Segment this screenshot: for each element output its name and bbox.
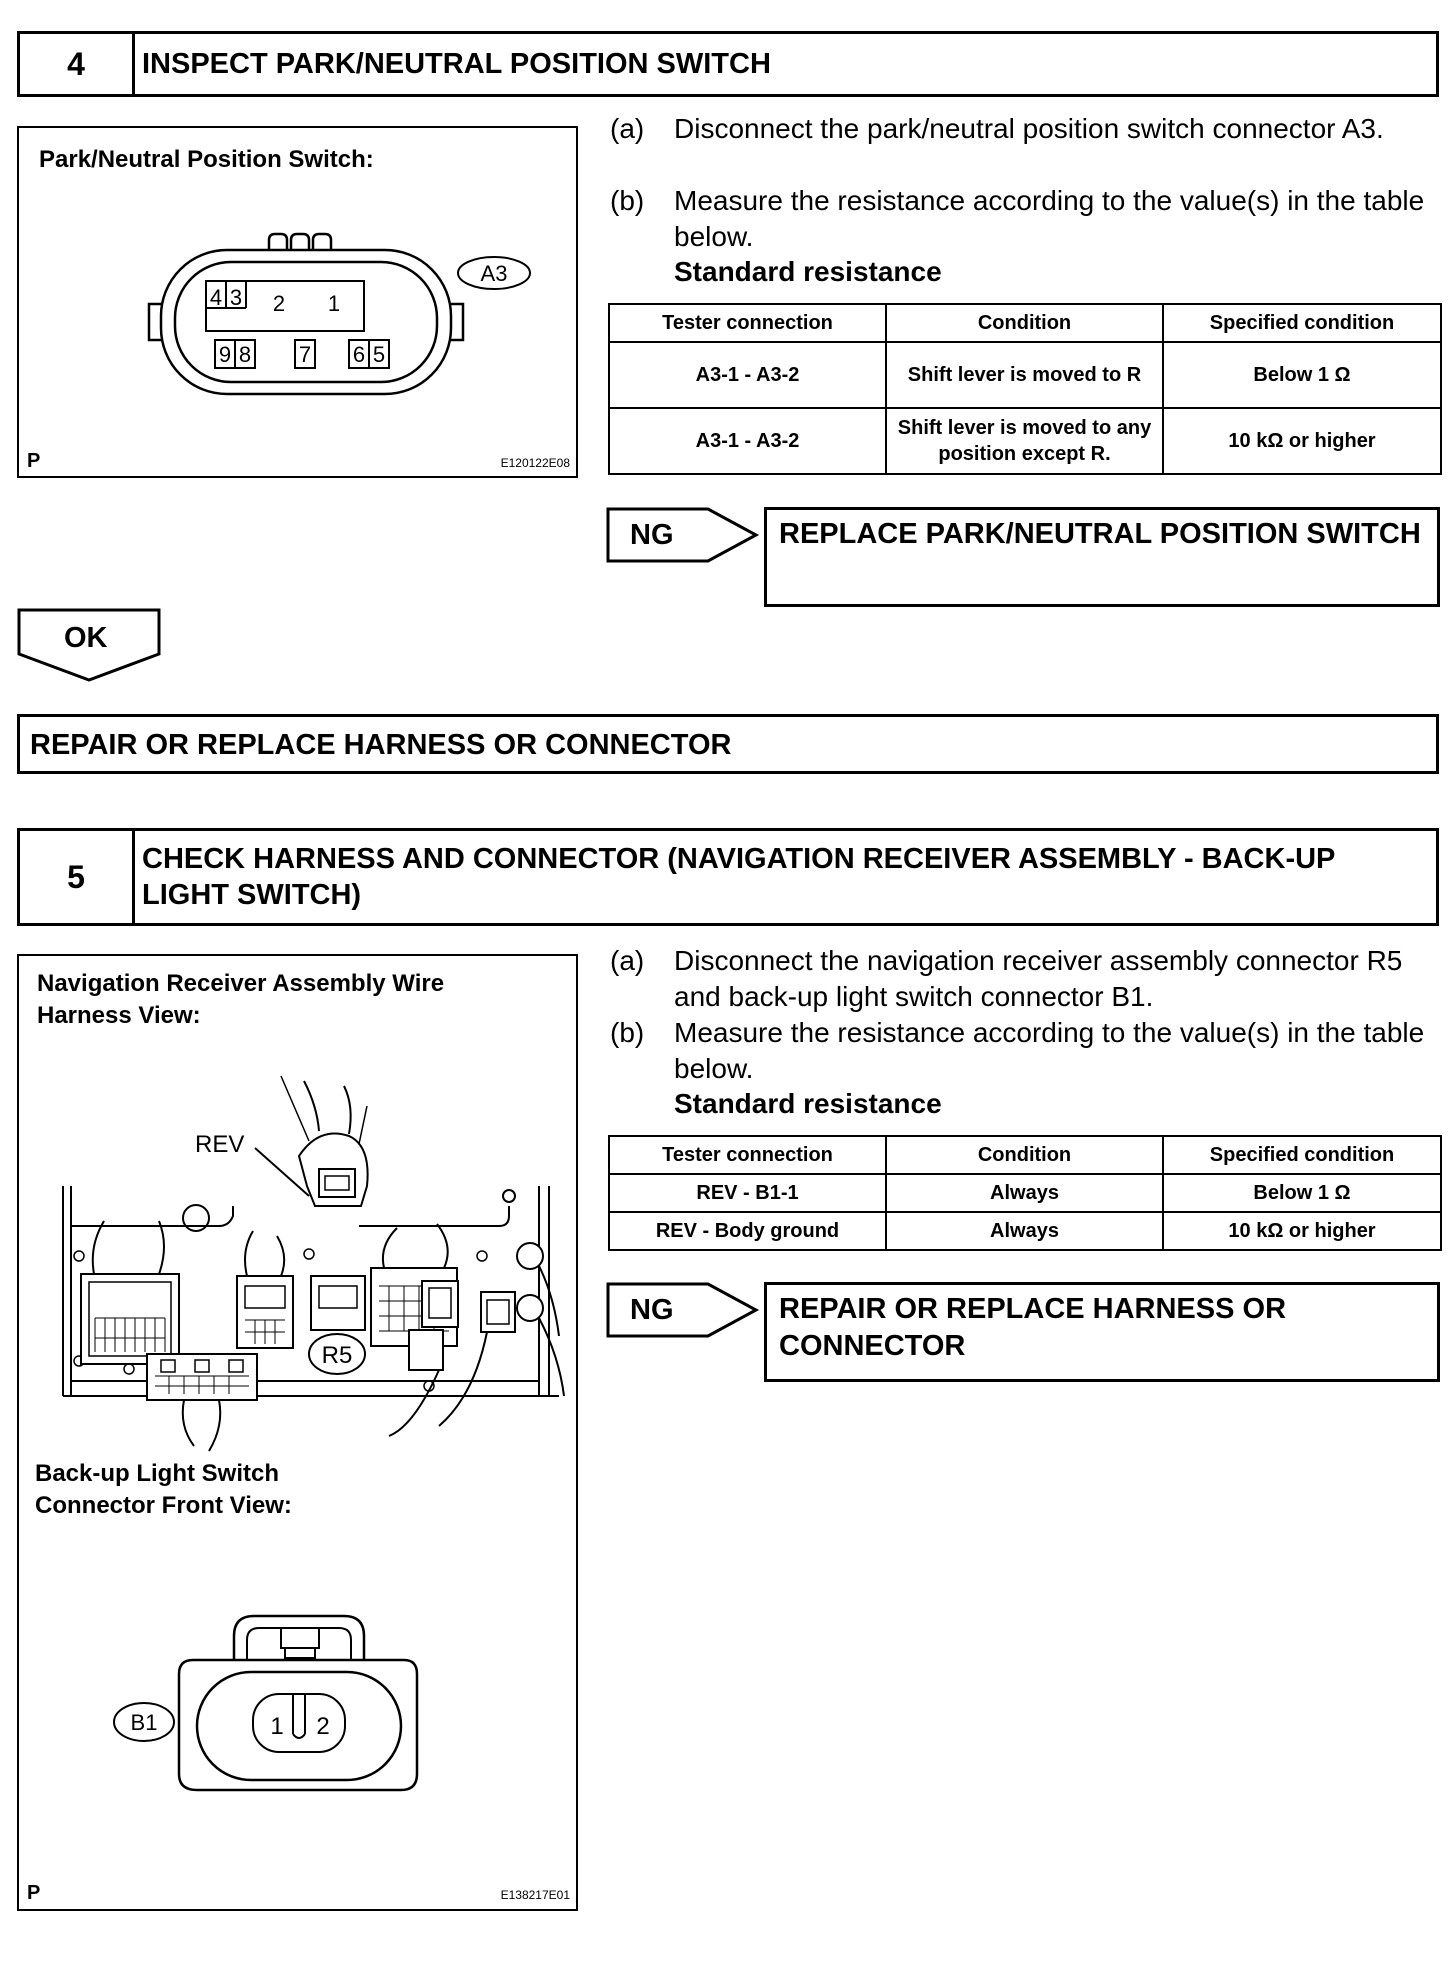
table-header: Condition [886, 304, 1163, 342]
figure-code: E120122E08 [500, 456, 570, 470]
pin-label: 3 [229, 285, 243, 310]
table-row: A3-1 - A3-2 Shift lever is moved to R Below 1 Ω [609, 342, 1441, 408]
resistance-table [608, 1135, 1442, 1251]
b1-label: B1 [130, 1710, 158, 1735]
pin-label: 4 [209, 285, 223, 310]
figure-corner-mark: P [27, 1882, 41, 1904]
pin-label: 2 [272, 291, 286, 316]
step-4-header [17, 31, 1439, 97]
ng-result: REPAIR OR REPLACE HARNESS OR CONNECTOR [764, 1282, 1440, 1382]
step-5-header [17, 828, 1439, 926]
pin-label: 1 [327, 291, 341, 316]
ng-label: NG [630, 519, 674, 551]
step-4-figure [17, 126, 578, 478]
instruction-a: (a) Disconnect the park/neutral position switch connector A3. [610, 113, 1384, 144]
connector-label: A3 [480, 261, 508, 286]
pin-label: 6 [352, 342, 366, 367]
r5-label: R5 [321, 1342, 353, 1369]
table-row: REV - B1-1 Always Below 1 Ω [609, 1174, 1441, 1212]
ng-label: NG [630, 1294, 674, 1326]
table-row: REV - Body ground Always 10 kΩ or higher [609, 1212, 1441, 1250]
table-row: A3-1 - A3-2 Shift lever is moved to any position except R. 10 kΩ or higher [609, 408, 1441, 474]
resistance-table [608, 303, 1442, 475]
instruction-a: (a) Disconnect the navigation receiver assembly connector R5 and back-up light switch connector B1. [610, 945, 1403, 1012]
subheading: Standard resistance [674, 256, 942, 287]
figure-corner-mark: P [27, 450, 41, 472]
subheading: Standard resistance [674, 1088, 942, 1119]
pin-label: 1 [270, 1713, 284, 1740]
figure-title: Navigation Receiver Assembly Wire Harness View: [37, 970, 445, 1029]
table-header: Specified condition [1163, 1136, 1441, 1174]
step-number: 5 [20, 831, 135, 923]
table-header: Tester connection [609, 304, 886, 342]
ok-label: OK [64, 622, 108, 654]
figure-title: Park/Neutral Position Switch: [39, 146, 374, 173]
figure-code: E138217E01 [500, 1888, 570, 1902]
table-header: Specified condition [1163, 304, 1441, 342]
step-title: INSPECT PARK/NEUTRAL POSITION SWITCH [142, 48, 771, 80]
ng-result: REPLACE PARK/NEUTRAL POSITION SWITCH [764, 507, 1440, 607]
pin-label: 2 [316, 1713, 330, 1740]
backup-light-switch-connector-diagram [19, 956, 576, 1909]
pin-label: 9 [218, 342, 232, 367]
rev-label: REV [195, 1131, 245, 1158]
park-neutral-connector-diagram [19, 128, 576, 476]
pin-label: 7 [298, 342, 312, 367]
ok-result: REPAIR OR REPLACE HARNESS OR CONNECTOR [17, 714, 1439, 774]
instruction-b: (b) Measure the resistance according to the value(s) in the table below. [610, 1017, 1425, 1084]
figure-title: Back-up Light Switch Connector Front View: [35, 1460, 292, 1519]
table-header: Tester connection [609, 1136, 886, 1174]
pin-label: 8 [238, 342, 252, 367]
step-number: 4 [20, 34, 135, 94]
table-header: Condition [886, 1136, 1163, 1174]
instruction-b: (b) Measure the resistance according to the value(s) in the table below. [610, 185, 1425, 252]
step-title: CHECK HARNESS AND CONNECTOR (NAVIGATION RECEIVER ASSEMBLY - BACK-UP LIGHT SWITCH) [142, 843, 1335, 911]
step-5-figure [17, 954, 578, 1911]
pin-label: 5 [372, 342, 386, 367]
